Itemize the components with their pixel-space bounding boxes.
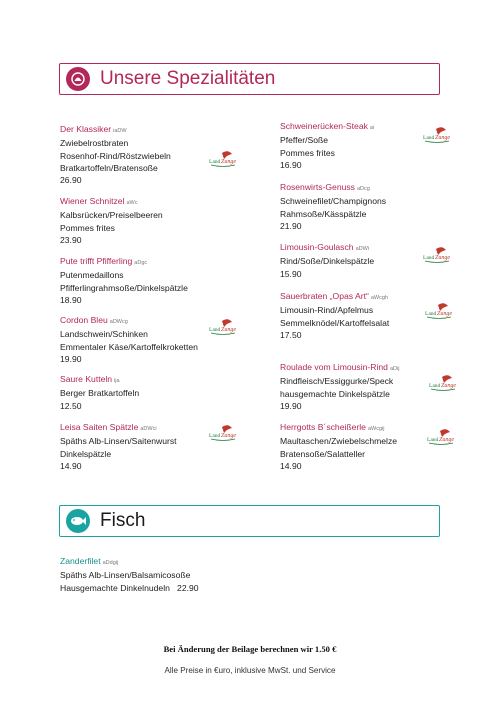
allergen-codes: ai xyxy=(369,125,375,131)
dish-name: Saure Kutteln xyxy=(60,374,113,384)
dish-price: 26.90 xyxy=(60,175,82,186)
dish-price: 14.90 xyxy=(280,460,302,471)
allergen-codes: aDij xyxy=(389,366,400,372)
dish-line: Bratkartoffeln/Bratensoße xyxy=(60,162,158,173)
landzunge-logo xyxy=(208,318,238,336)
dish-line: Emmentaler Käse/Kartoffelkroketten xyxy=(60,341,198,352)
dish-line: Dinkelspätzle xyxy=(60,448,112,459)
dish-saure-kutteln xyxy=(60,373,139,412)
dish-line: Kalbsrücken/Preiselbeeren xyxy=(60,210,163,221)
dish-line: Pfeffer/Soße xyxy=(280,135,329,146)
dish-line: hausgemachte Dinkelspätzle xyxy=(280,388,390,399)
dish-der-klassiker xyxy=(60,123,171,186)
dish-line: Rahmsoße/Kässpätzle xyxy=(280,208,367,219)
dish-name: Schweinerücken-Steak xyxy=(280,121,368,131)
svg-text:Land: Land xyxy=(209,433,221,439)
allergen-codes: aDWcg xyxy=(109,319,128,325)
specialties-title: Unsere Spezialitäten xyxy=(100,68,276,89)
dish-price: 12.50 xyxy=(60,400,82,411)
svg-text:Land: Land xyxy=(423,255,435,261)
dish-cordon-bleu xyxy=(60,314,198,365)
dish-line: Putenmedaillons xyxy=(60,270,124,281)
dish-rosenwirts-genuss xyxy=(280,181,386,232)
dish-line: Maultaschen/Zwiebelschmelze xyxy=(280,436,398,447)
dish-name: Rosenwirts-Genuss xyxy=(280,182,355,192)
svg-text:Zunge: Zunge xyxy=(435,255,450,261)
svg-text:Zunge: Zunge xyxy=(441,383,456,389)
allergen-codes: aDgc xyxy=(134,260,148,266)
dish-wiener-schnitzel xyxy=(60,195,163,246)
dish-price: 18.90 xyxy=(60,294,82,305)
dish-line: Rosenhof-Rind/Röstzwiebeln xyxy=(60,150,171,161)
dish-limousin-goulasch xyxy=(280,241,374,280)
svg-text:Zunge: Zunge xyxy=(221,433,236,439)
dish-roulade-limousin-rind xyxy=(280,361,399,412)
dish-sauerbraten-opas-art xyxy=(280,290,389,341)
landzunge-logo xyxy=(426,428,456,446)
dish-line: Pfifferlingrahmsoße/Dinkelspätzle xyxy=(60,282,188,293)
landzunge-logo xyxy=(428,374,458,392)
dish-line: Berger Bratkartoffeln xyxy=(60,388,140,399)
dish-price: 19.90 xyxy=(60,353,82,364)
dish-line: Rind/Soße/Dinkelspätzle xyxy=(280,256,375,267)
allergen-codes: aWcgh xyxy=(370,295,388,301)
svg-text:Zunge: Zunge xyxy=(435,135,450,141)
dish-name: Der Klassiker xyxy=(60,124,112,134)
landzunge-logo xyxy=(208,424,238,442)
allergen-codes: aDcg xyxy=(356,186,370,192)
dish-price: 19.90 xyxy=(280,400,302,411)
dish-name: Cordon Bleu xyxy=(60,315,108,325)
svg-text:Land: Land xyxy=(425,311,437,317)
dish-line: Schweinefilet/Champignons xyxy=(280,196,387,207)
allergen-codes: ija xyxy=(114,378,120,384)
dish-name: Pute trifft Pfifferling xyxy=(60,256,133,266)
fish-title: Fisch xyxy=(100,510,146,531)
allergen-codes: aWc xyxy=(126,200,138,206)
dish-line: Späths Alb-Linsen/Balsamicosoße xyxy=(60,570,191,581)
dish-schweineruecken-steak xyxy=(280,120,374,171)
dish-pute-trifft-pfifferling xyxy=(60,255,188,306)
dish-name: Limousin-Goulasch xyxy=(280,242,354,252)
landzunge-logo xyxy=(424,302,454,320)
svg-text:Zunge: Zunge xyxy=(221,159,236,165)
dish-line: Pommes frites xyxy=(280,147,335,158)
fish-header xyxy=(59,505,440,537)
specialties-header xyxy=(59,63,440,95)
cloche-icon xyxy=(66,67,90,91)
allergen-codes: aDWi xyxy=(355,246,370,252)
dish-line: Limousin-Rind/Apfelmus xyxy=(280,305,374,316)
dish-zanderfilet xyxy=(60,555,199,594)
landzunge-logo xyxy=(422,246,452,264)
landzunge-logo xyxy=(208,150,238,168)
svg-text:Land: Land xyxy=(423,135,435,141)
dish-name: Zanderfilet xyxy=(60,556,101,566)
dish-name: Sauerbraten „Opas Art“ xyxy=(280,291,369,301)
dish-price: 17.50 xyxy=(280,329,302,340)
svg-text:Zunge: Zunge xyxy=(439,437,454,443)
svg-text:Land: Land xyxy=(209,159,221,165)
side-dish-note: Bei Änderung der Beilage berechnen wir 1.50 € xyxy=(163,644,337,654)
allergen-codes: aDdgij xyxy=(102,560,119,566)
dish-price: 16.90 xyxy=(280,159,302,170)
landzunge-logo xyxy=(422,126,452,144)
dish-line: Landschwein/Schinken xyxy=(60,329,148,340)
fish-icon xyxy=(66,509,90,533)
dish-line: Rindfleisch/Essiggurke/Speck xyxy=(280,376,394,387)
dish-herrgotts-bscheisserle xyxy=(280,421,397,472)
dish-leisa-saiten-spaetzle xyxy=(60,421,177,472)
dish-price: 21.90 xyxy=(280,220,302,231)
dish-price: 14.90 xyxy=(60,460,82,471)
dish-line: Zwiebelrostbraten xyxy=(60,138,129,149)
allergen-codes: aDWci xyxy=(140,426,157,432)
svg-text:Land: Land xyxy=(209,327,221,333)
dish-line: Späths Alb-Linsen/Saitenwurst xyxy=(60,436,177,447)
dish-line: Semmelknödel/Kartoffelsalat xyxy=(280,317,390,328)
svg-text:Zunge: Zunge xyxy=(221,327,236,333)
prices-note: Alle Preise in €uro, inklusive MwSt. und Service xyxy=(164,666,336,675)
dish-name: Wiener Schnitzel xyxy=(60,196,125,206)
dish-price: 23.90 xyxy=(60,234,82,245)
dish-name: Herrgotts B´scheißerle xyxy=(280,422,366,432)
dish-line: Bratensoße/Salatteller xyxy=(280,448,366,459)
svg-text:Land: Land xyxy=(427,437,439,443)
allergen-codes: aWcgij xyxy=(367,426,385,432)
dish-price: 15.90 xyxy=(280,268,302,279)
svg-text:Zunge: Zunge xyxy=(437,311,452,317)
allergen-codes: iaDW xyxy=(113,128,127,134)
dish-name: Leisa Saiten Spätzle xyxy=(60,422,139,432)
dish-line: Hausgemachte Dinkelnudeln 22.90 xyxy=(60,582,199,593)
dish-name: Roulade vom Limousin-Rind xyxy=(280,362,388,372)
dish-line: Pommes frites xyxy=(60,222,115,233)
svg-text:Land: Land xyxy=(429,383,441,389)
